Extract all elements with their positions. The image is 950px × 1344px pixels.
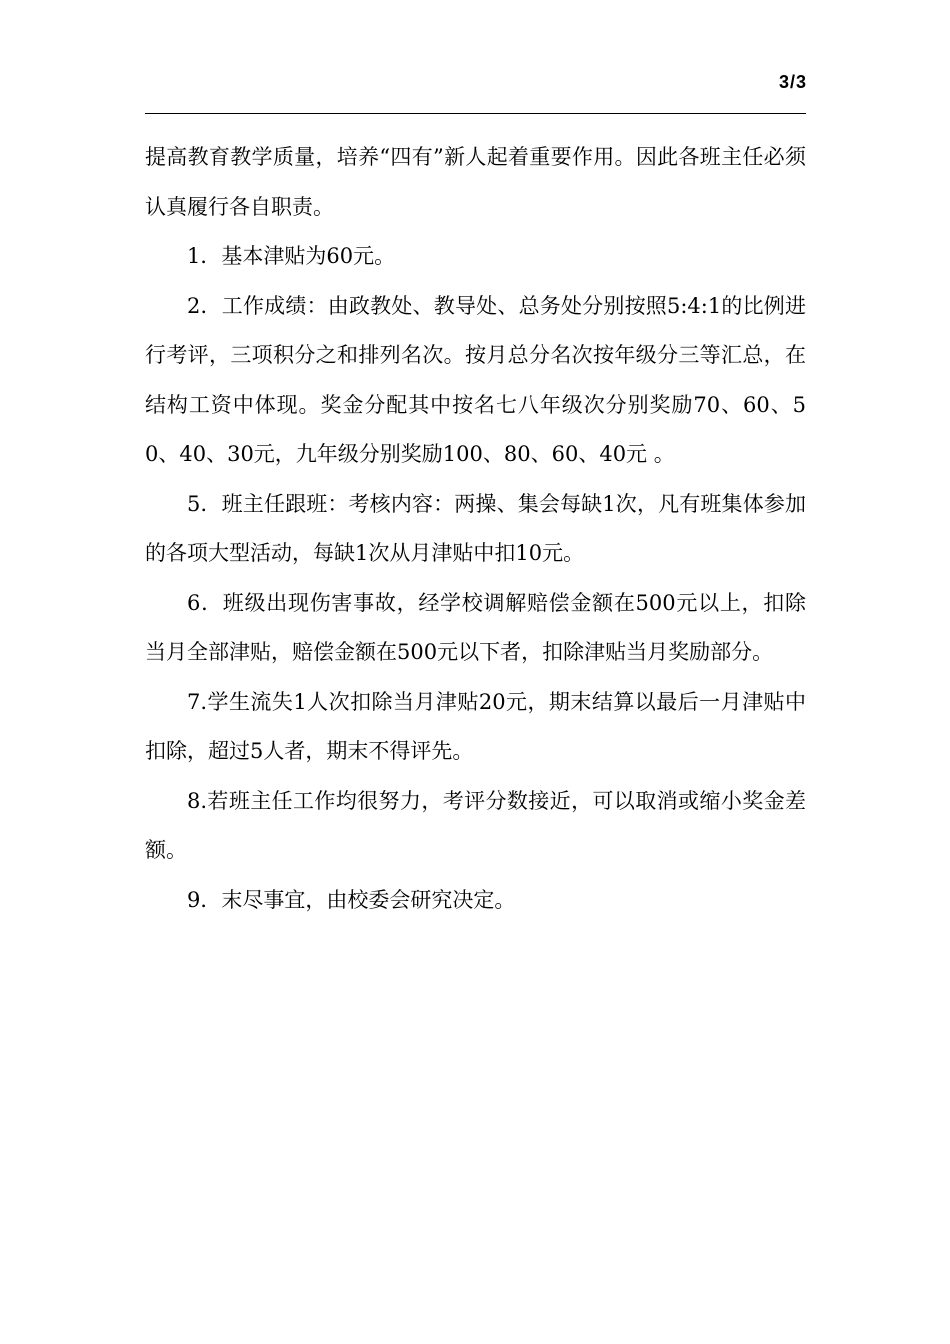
paragraph-item-5: 5．班主任跟班：考核内容：两操、集会每缺1次，凡有班集体参加的各项大型活动，每缺1次从月津贴中扣10元。 — [145, 491, 806, 565]
page-number: 3/3 — [778, 72, 807, 92]
paragraph-item-7: 7.学生流失1人次扣除当月津贴20元，期末结算以最后一月津贴中扣除，超过5人者，期末不得评先。 — [145, 689, 806, 763]
paragraph-item-1: 1．基本津贴为60元。 — [187, 244, 396, 268]
document-body — [145, 133, 806, 925]
paragraph-item-2: 2．工作成绩：由政教处、教导处、总务处分别按照5:4:1的比例进行考评，三项积分之和排列名次。按月总分名次按年级分三等汇总，在结构工资中体现。奖金分配其中按名七八年级次分别奖励70、60、50、40、30元，九年级分别奖励100、80、60、40元 。 — [145, 293, 806, 466]
paragraph-item-8: 8.若班主任工作均很努力，考评分数接近，可以取消或缩小奖金差额。 — [145, 788, 806, 862]
paragraph-item-9: 9．末尽事宜，由校委会研究决定。 — [187, 887, 516, 912]
paragraph-continuation: 提高教育教学质量，培养“四有”新人起着重要作用。因此各班主任必须认真履行各自职责。 — [145, 145, 806, 219]
paragraph-item-6: 6．班级出现伤害事故，经学校调解赔偿金额在500元以上，扣除当月全部津贴，赔偿金额在500元以下者，扣除津贴当月奖励部分。 — [145, 590, 806, 664]
header-divider — [145, 113, 806, 114]
